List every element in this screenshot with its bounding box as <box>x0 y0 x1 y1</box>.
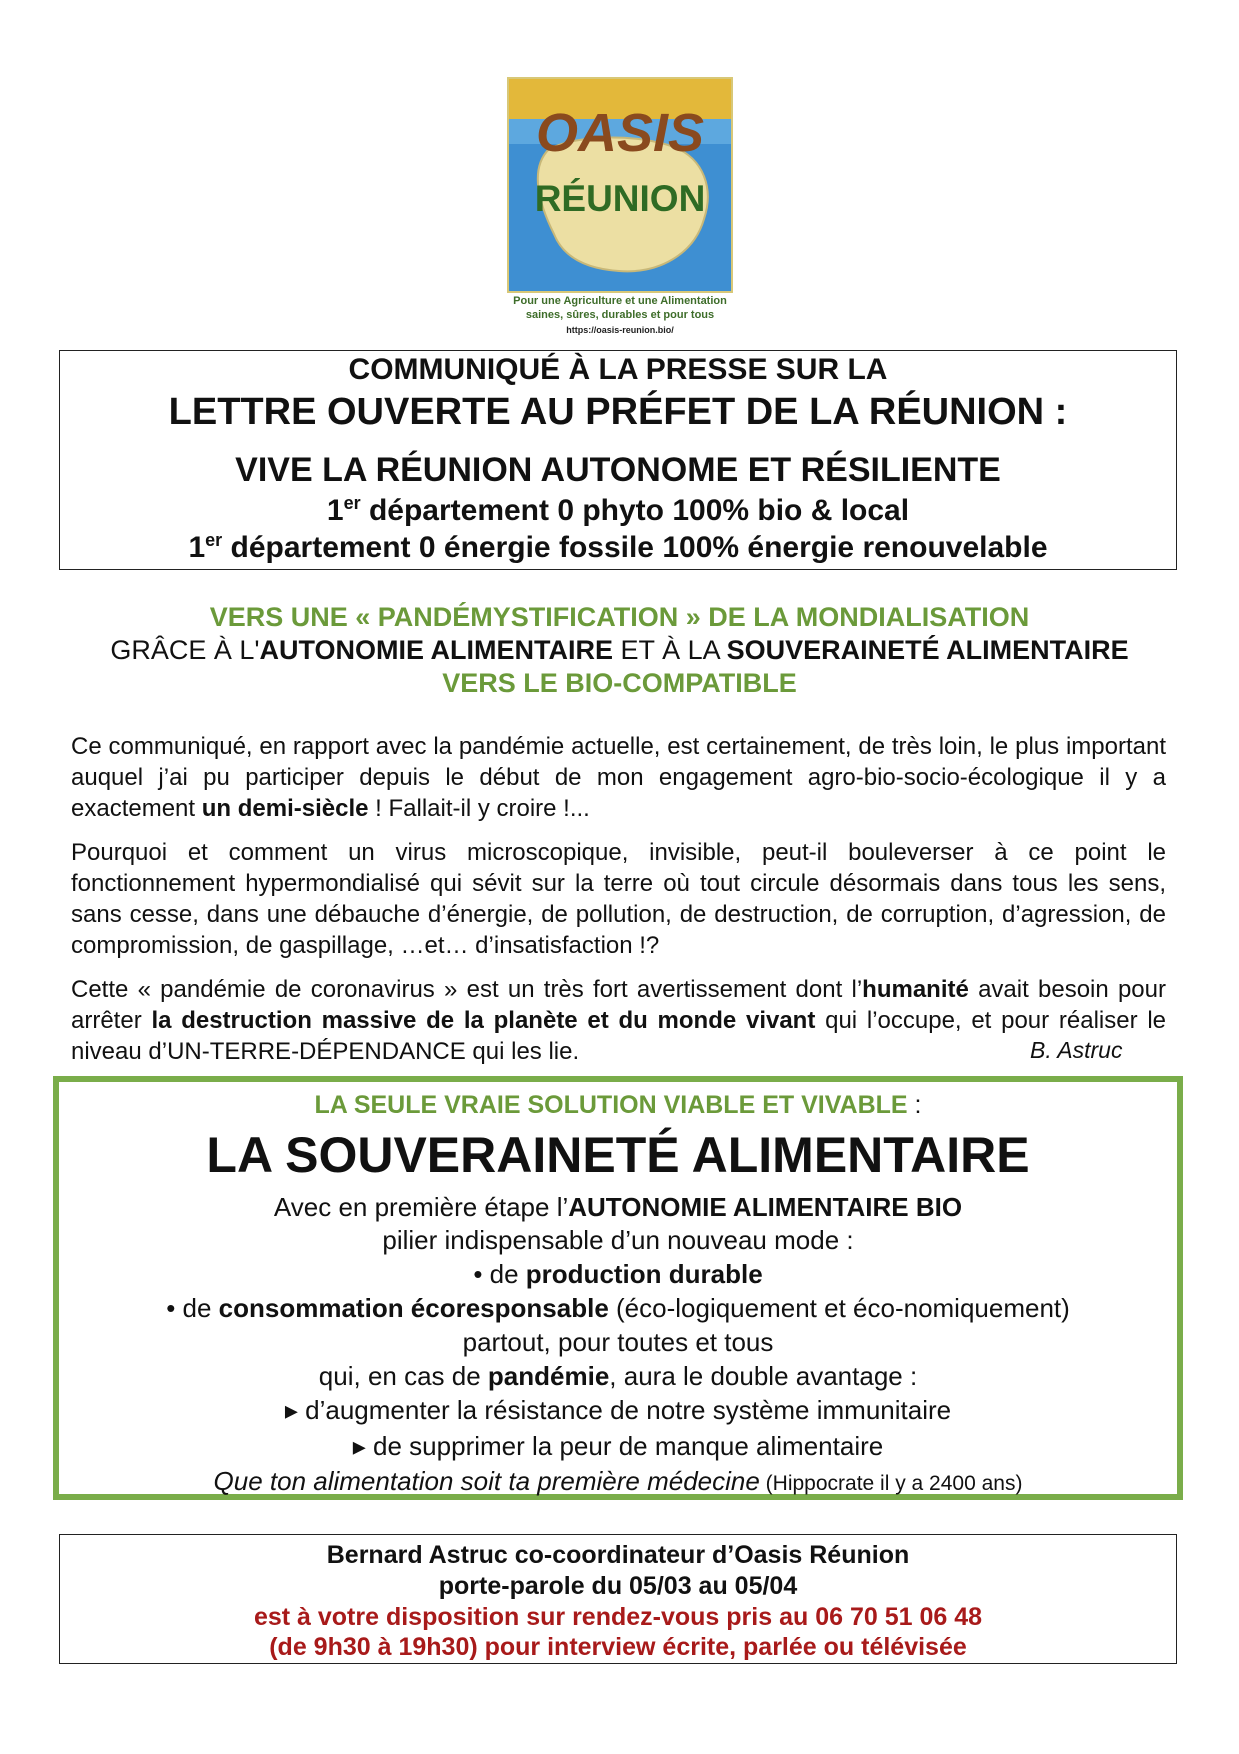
solution-line-8: qui, en cas de pandémie, aura le double avantage : <box>318 1361 918 1391</box>
logo-url: https://oasis-reunion.bio/ <box>566 325 674 335</box>
oasis-reunion-logo <box>507 77 733 293</box>
logo-caption-line1: Pour une Agriculture et une Alimentation <box>513 295 727 307</box>
header-line-3: VIVE LA RÉUNION AUTONOME ET RÉSILIENTE <box>235 451 1001 489</box>
press-release-header-box <box>59 350 1177 570</box>
contact-box <box>59 1534 1177 1664</box>
contact-hours: (de 9h30 à 19h30) pour interview écrite, parlée ou télévisée <box>269 1633 967 1661</box>
body-paragraph-3: Cette « pandémie de coronavirus » est un très fort avertissement dont l’humanité avait besoin pour arrêter la destruction massive de la planète et du monde vivant qui l’occupe, et pour réaliser le niveau d’UN-TERRE-DÉPENDANCE qui les lie. <box>71 976 1166 1065</box>
solution-line-3: Avec en première étape l’AUTONOMIE ALIMENTAIRE BIO <box>273 1192 963 1222</box>
signature: B. Astruc <box>1030 1037 1123 1063</box>
body-paragraph-2: Pourquoi et comment un virus microscopique, invisible, peut-il bouleverser à ce point le fonctionnement hypermondialisé qui sévit sur la terre où tout circule désormais dans tous les sens, sans cesse, dans une débauche d’énergie, de pollution, de destruction, de corruption, d’agression, de compromission, de gaspillage, …et… d’insatisfaction !? <box>71 839 1166 959</box>
solution-intro: LA SEULE VRAIE SOLUTION VIABLE ET VIVABLE : <box>314 1091 922 1119</box>
solution-line-4: pilier indispensable d’un nouveau mode : <box>382 1225 854 1255</box>
solution-box <box>53 1076 1183 1500</box>
solution-line-7: partout, pour toutes et tous <box>462 1327 774 1357</box>
header-title: LETTRE OUVERTE AU PRÉFET DE LA RÉUNION : <box>168 391 1068 433</box>
header-line-5: 1er département 0 énergie fossile 100% énergie renouvelable <box>188 530 1048 564</box>
header-line-4: 1er département 0 phyto 100% bio & local <box>326 493 910 527</box>
solution-advantage-1: ▸ d’augmenter la résistance de notre système immunitaire <box>284 1395 952 1425</box>
solution-bullet-production: • de production durable <box>473 1259 763 1289</box>
logo-word-reunion: RÉUNION <box>534 178 706 219</box>
solution-quote: Que ton alimentation soit ta première médecine (Hippocrate il y a 2400 ans) <box>213 1466 1023 1496</box>
solution-advantage-2: ▸ de supprimer la peur de manque alimentaire <box>352 1431 884 1461</box>
island-map-icon <box>509 79 731 291</box>
header-line-1: COMMUNIQUÉ À LA PRESSE SUR LA <box>348 353 888 386</box>
logo-caption-line2: saines, sûres, durables et pour tous <box>525 309 715 321</box>
subhead-line-2: GRÂCE À L'AUTONOMIE ALIMENTAIRE ET À LA SOUVERAINETÉ ALIMENTAIRE <box>110 635 1129 665</box>
solution-bullet-consumption: • de consommation écoresponsable (éco-logiquement et éco-nomiquement) <box>166 1293 1070 1323</box>
contact-phone: est à votre disposition sur rendez-vous pris au 06 70 51 06 48 <box>253 1603 983 1631</box>
subhead-line-1: VERS UNE « PANDÉMYSTIFICATION » DE LA MONDIALISATION <box>209 602 1030 632</box>
contact-name: Bernard Astruc co-coordinateur d’Oasis Réunion <box>326 1541 910 1569</box>
solution-title: LA SOUVERAINETÉ ALIMENTAIRE <box>206 1127 1030 1183</box>
contact-role: porte-parole du 05/03 au 05/04 <box>438 1572 798 1600</box>
subhead-line-3: VERS LE BIO-COMPATIBLE <box>442 668 797 698</box>
logo-word-oasis: OASIS <box>535 103 705 163</box>
body-paragraph-1: Ce communiqué, en rapport avec la pandémie actuelle, est certainement, de très loin, le plus important auquel j’ai pu participer depuis le début de mon engagement agro-bio-socio-écologique il y a exactement un demi-siècle ! Fallait-il y croire !... <box>71 733 1166 822</box>
